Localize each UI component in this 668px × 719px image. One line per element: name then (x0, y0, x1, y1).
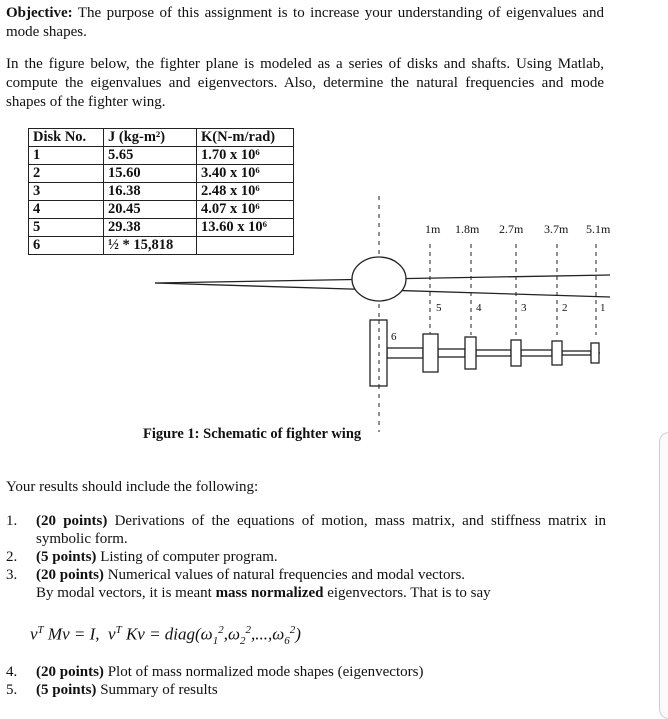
figure-caption: Figure 1: Schematic of fighter wing (143, 426, 362, 442)
shaft-3-2 (521, 350, 552, 356)
list-item-text: Plot of mass normalized mode shapes (eigenvectors) (103, 664, 424, 680)
cell-k: 1.70 x 10⁶ (197, 147, 294, 165)
list-item-points: (5 points) (36, 549, 97, 565)
list-item (6, 548, 606, 566)
list-item-text: Numerical values of natural frequencies and modal vectors. (103, 567, 466, 583)
mass-normalization-equation: $v^T$ Mv = I, $v^T$ $Kv = diag(\omega_1^2,\omega_2^2,...,\omega_6^2)$ (30, 624, 301, 648)
list-item-number: 3. (6, 567, 18, 583)
list-item (6, 663, 606, 681)
results-list-continued (6, 663, 606, 699)
cell-k: 13.60 x 10⁶ (197, 219, 294, 237)
cell-k: 2.48 x 10⁶ (197, 183, 294, 201)
shaft-6-5 (387, 348, 423, 358)
disk-label-6: 6 (391, 331, 397, 343)
list-item-text: Derivations of the equations of motion, mass matrix, and stiffness matrix in symbolic form. (36, 513, 606, 547)
list-item-number: 2. (6, 549, 18, 565)
cell-disk: 6 (29, 237, 104, 255)
modal-note-pre: By modal vectors, it is meant (36, 585, 216, 601)
disk-2 (552, 341, 562, 365)
header-disk-no: Disk No. (29, 129, 104, 147)
list-item-points: (20 points) (36, 664, 104, 680)
list-item-points: (20 points) (36, 567, 104, 583)
disk-4 (465, 337, 476, 369)
cell-disk: 3 (29, 183, 104, 201)
disk-label-4: 4 (476, 302, 482, 314)
cell-j: ½ * 15,818 (104, 237, 197, 255)
modal-note-bold: mass normalized (215, 585, 324, 601)
objective-label: Objective: (6, 5, 73, 21)
list-item (6, 566, 606, 602)
list-item-text: Listing of computer program. (96, 549, 278, 565)
cell-j: 16.38 (104, 183, 197, 201)
disk-label-3: 3 (521, 302, 527, 314)
list-item-points: (20 points) (36, 513, 108, 529)
shaft-5-4 (438, 349, 465, 357)
distance-label-4: 3.7m (544, 222, 569, 236)
disk-1 (591, 343, 599, 363)
distance-label-3: 2.7m (499, 222, 524, 236)
list-item-text: Summary of results (96, 682, 218, 698)
list-item-number: 1. (6, 513, 18, 529)
side-scrollbar[interactable] (659, 432, 668, 719)
intro-paragraph: In the figure below, the fighter plane is modeled as a series of disks and shafts. Using Matlab, compute the eigenvalues and eigenvectors. Also, determine the natural frequencies and mode shapes of the fighter wing. (6, 56, 604, 110)
shaft-2-1 (562, 351, 591, 355)
list-item (6, 512, 606, 548)
disk-label-1: 1 (600, 302, 606, 314)
cell-k: 3.40 x 10⁶ (197, 165, 294, 183)
modal-vectors-note (36, 584, 606, 602)
disk-label-2: 2 (562, 302, 568, 314)
distance-label-2: 1.8m (455, 222, 480, 236)
disk-label-5: 5 (436, 302, 442, 314)
list-item-points: (5 points) (36, 682, 97, 698)
cell-disk: 4 (29, 201, 104, 219)
cell-disk: 1 (29, 147, 104, 165)
list-item-number: 4. (6, 664, 18, 680)
header-k: K(N-m/rad) (197, 129, 294, 147)
header-j: J (kg-m²) (104, 129, 197, 147)
cell-disk: 2 (29, 165, 104, 183)
cell-j: 29.38 (104, 219, 197, 237)
list-item-number: 5. (6, 682, 18, 698)
distance-label-5: 5.1m (586, 222, 611, 236)
distance-label-1: 1m (425, 222, 441, 236)
modal-note-post: eigenvectors. That is to say (323, 585, 491, 601)
results-intro: Your results should include the following: (6, 479, 259, 495)
list-item (6, 681, 606, 699)
cell-j: 15.60 (104, 165, 197, 183)
cell-j: 5.65 (104, 147, 197, 165)
fuselage-ellipse (352, 257, 406, 301)
cell-j: 20.45 (104, 201, 197, 219)
disk-5 (423, 334, 438, 372)
objective-text: The purpose of this assignment is to increase your understanding of eigenvalues and mode shapes. (6, 5, 604, 40)
cell-disk: 5 (29, 219, 104, 237)
disk-3 (511, 340, 521, 366)
results-list (6, 512, 606, 602)
shaft-4-3 (476, 350, 511, 356)
cell-k: 4.07 x 10⁶ (197, 201, 294, 219)
